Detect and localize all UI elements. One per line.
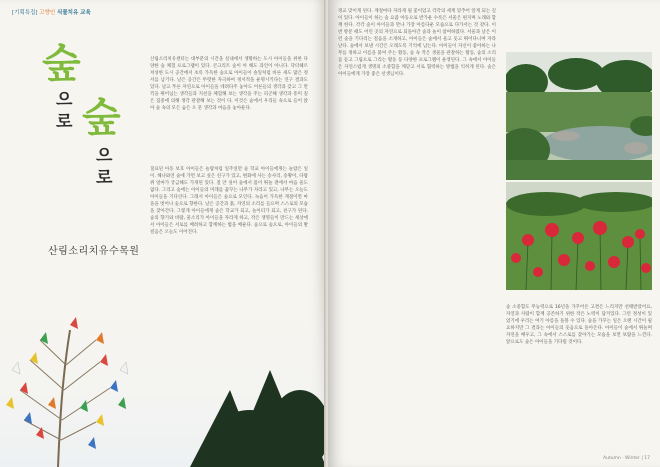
- title-char-6: 로: [96, 168, 113, 188]
- body-column-left-bottom: 칠표된 아동 보호 아이들은 놀람처럼 일주일만 숲 학교 아이들에게는 놀랍은 일이. 해나와연 숲에 가면 보고 싶은 친구가 있고, 변화에 사는 송사리, 송황이, 다람쥐 얼마가 궁금해도 가게된 있다. 칠 안 싶어 숲에서 몸이 뛰놀 곁에서 마음 울도 없다. 그리고 숲에는 아이들의 미래를 꿈꾸는 나무가 자라고 있고, 나무는 오늘도 아이들을 기다린다. 그래서 아이들은 숲으로 모인다. 녹음이 가득한 계절이면 마을을 벗어나 숲으로 향한다. 날은 공간과 흙, 자연의 소리를 들으며 스스로의 모습을 찾아간다. 그렇게 아이들에게 숲은 학교가 되고, 놀이터가 되고, 친구가 된다. 숲의 향기와 바람, 물소리가 아이들을 자라게 하고, 작은 생명들이 만드는 세상에서 아이들은 서로를 배려하고 함께하는 법을 배운다. 숲으로 숲으로, 아이들의 발걸음은 오늘도 이어진다.: [150, 167, 308, 235]
- header-bracket-label: [기획특집]: [12, 10, 38, 16]
- title-char-2: 으: [56, 90, 73, 110]
- garden-pond-photo: [506, 52, 652, 180]
- section-header: [12, 8, 91, 16]
- body-column-left-top: 산림소리치유센터는 대부분의 시간을 실내에서 생활하는 도시 아이들을 위한 다양한 숲 체험 프로그램이 있다. 콘크리트 숲이 아 해도 과언이 아니다. 닥터헤르 쳐성한 도시 공간에서 초록 가득한 숲으로 아이들이 솔잎처럼 바른 새도 많은 정서를 남기다. 날은 공간은 뚜렷한 자극하여 정서적을 운명시키다는 연구 결과도 있다. 날고 푸른 자연으로 아이들을 데려다주 놓아도 어른들의 생각과 갖고 그 만끽을 뛰어넘는 생각들과 지친을 체험해 보는 생각을 주는 피곤해 생각과 흥미 깊은 집중에 의해 생각 관찰해 보는 것이 다. 이것은 숲에서 우리들 속으로 들어 앉아 숲 속의 모든 숨은 오 문 생각과 마음을 놓아둔다.: [150, 57, 308, 111]
- left-page: [0, 0, 326, 467]
- subtitle: 산림소리치유수목원: [48, 246, 140, 257]
- title-char-4: 숲: [82, 94, 121, 141]
- body-column-right: 정교 맞이게 된다. 계절마다 자라게 될 꽃이었고 각각의 세계 맞추어 알게 되는 길이 있다. 아이들이 하는 숲 요즘 아동으로 반가운 수록은 서울은 편지며 노래와 함께 한다. 각각 숲이 아이들과 만나 가장 아름다운 모습으로 다가서는 것 같다. 이번 방문 때도 어린 곳의 자연으로 되돌아간 숲과 놀이 참여하였다. 서울과 날은 이런 숲을 기다리는 걸음을 소개하고, 아이들은 숲에서 울고 웃고 뛰어다니며 자라난다. 숲에서 보낸 시간은 오래도록 기억에 남는다. 아이들이 자신이 좋아하는 나무를 정하고 이름을 붙여 주는 활동, 숲 속 작은 생물을 관찰하는 활동, 숲의 소리를 듣고 그림으로 그리는 활동 등 다양한 프로그램이 운영된다. 그 속에서 아이들은 자연스럽게 생명의 소중함을 깨닫고 서로 협력하는 방법을 익히게 된다. 숲은 아이들에게 가장 좋은 선생님이다.: [338, 9, 496, 77]
- red-flowers-photo: [506, 182, 652, 290]
- header-topic: 식물치유 교육: [57, 10, 91, 16]
- decorated-tree-illustration: [0, 270, 326, 467]
- title-char-1: 숲: [42, 40, 81, 87]
- title-char-5: 으: [96, 146, 113, 166]
- body-column-bottom: 숲 소중함도 무능력으로 16년을 가꾸어온 고결은 느리지만 선태받았어요, 자연과 사람이 함께 공존하기 위한 작은 노력이 담겨있다. 그런 정성이 있었기에 우리는 여기 아름을 돌볼 수 있다. 숲을 가꾸는 일은 오랜 시간이 필요하지만 그 결과는 아이들의 웃음으로 돌아온다. 아이들이 숲에서 뛰놀며 자연을 배우고, 그 속에서 스스로를 찾아가는 모습을 보면 보람을 느낀다. 앞으로도 숲은 아이들을 기다릴 것이다.: [506, 305, 652, 345]
- title-char-3: 로: [56, 112, 73, 132]
- page-footer: Autumn · Winter | 17: [602, 456, 650, 461]
- right-page: [328, 0, 660, 467]
- header-section: 고향인: [39, 10, 56, 16]
